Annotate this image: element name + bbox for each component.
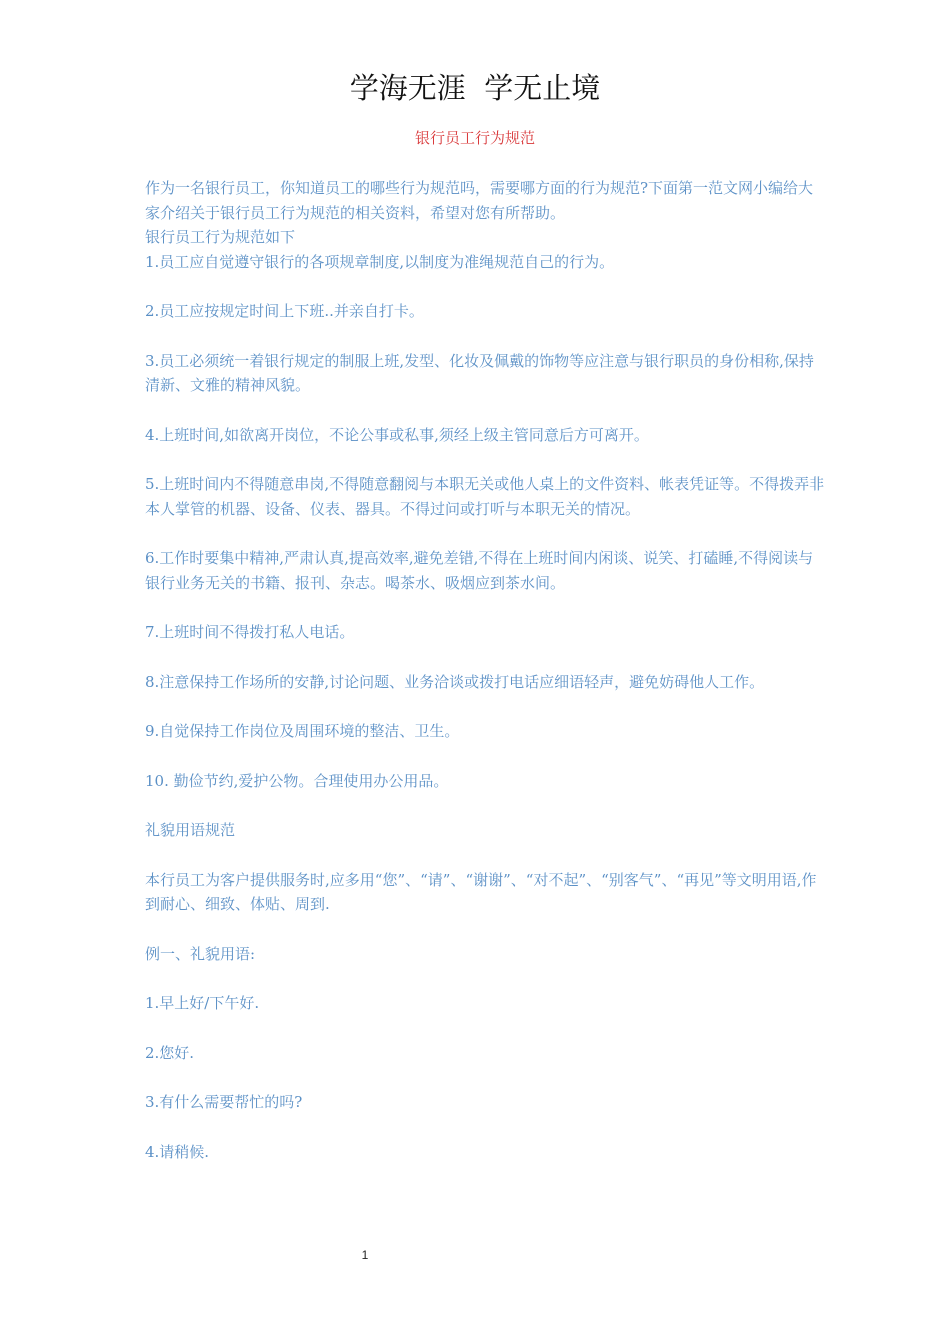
intro-paragraph: 作为一名银行员工，你知道员工的哪些行为规范吗，需要哪方面的行为规范?下面第一范文网小编给大家介绍关于银行员工行为规范的相关资料，希望对您有所帮助。 xyxy=(145,179,814,222)
page-number: 1 xyxy=(361,1248,369,1262)
courtesy-paragraph: 本行员工为客户提供服务时,应多用“您”、“请”、“谢谢”、“对不起”、“别客气”、“再见”等文明用语,作到耐心、细致、体贴、周到. xyxy=(145,870,817,913)
rule-item: 7.上班时间不得拨打私人电话。 xyxy=(145,623,355,641)
rule-item: 5.上班时间内不得随意串岗,不得随意翻阅与本职无关或他人桌上的文件资料、帐表凭证等。不得拨弄非本人掌管的机器、设备、仪表、器具。不得过问或打听与本职无关的情况。 xyxy=(145,475,825,518)
document-title: 银行员工行为规范 xyxy=(414,129,535,147)
courtesy-heading: 礼貌用语规范 xyxy=(145,821,236,839)
rule-item: 2.员工应按规定时间上下班..并亲自打卡。 xyxy=(145,302,424,320)
rule-item: 3.员工必须统一着银行规定的制服上班,发型、化妆及佩戴的饰物等应注意与银行职员的身份相称,保持清新、文雅的精神风貌。 xyxy=(145,351,814,394)
rule-item: 10. 勤俭节约,爱护公物。合理使用办公用品。 xyxy=(145,771,449,790)
example-heading: 例一、礼貌用语: xyxy=(145,944,256,963)
rule-item: 9.自觉保持工作岗位及周围环境的整洁、卫生。 xyxy=(145,722,460,740)
example-item: 1.早上好/下午好. xyxy=(145,994,260,1012)
rule-item: 6.工作时要集中精神,严肃认真,提高效率,避免差错,不得在上班时间内闲谈、说笑、打磕睡,不得阅读与银行业务无关的书籍、报刊、杂志。喝茶水、吸烟应到茶水间。 xyxy=(145,549,814,592)
document-body xyxy=(145,176,825,1164)
example-item: 2.您好. xyxy=(145,1043,195,1062)
section-heading: 银行员工行为规范如下 xyxy=(145,228,296,246)
page-header: 学海无涯 学无止境 xyxy=(349,71,601,105)
example-item: 4.请稍候. xyxy=(145,1142,210,1161)
rule-item: 8.注意保持工作场所的安静,讨论问题、业务洽谈或拨打电话应细语轻声，避免妨碍他人工作。 xyxy=(145,672,765,691)
example-item: 3.有什么需要帮忙的吗? xyxy=(145,1093,303,1111)
rule-item: 1.员工应自觉遵守银行的各项规章制度,以制度为准绳规范自己的行为。 xyxy=(145,252,615,271)
rule-item: 4.上班时间,如欲离开岗位，不论公事或私事,须经上级主管同意后方可离开。 xyxy=(145,425,649,444)
